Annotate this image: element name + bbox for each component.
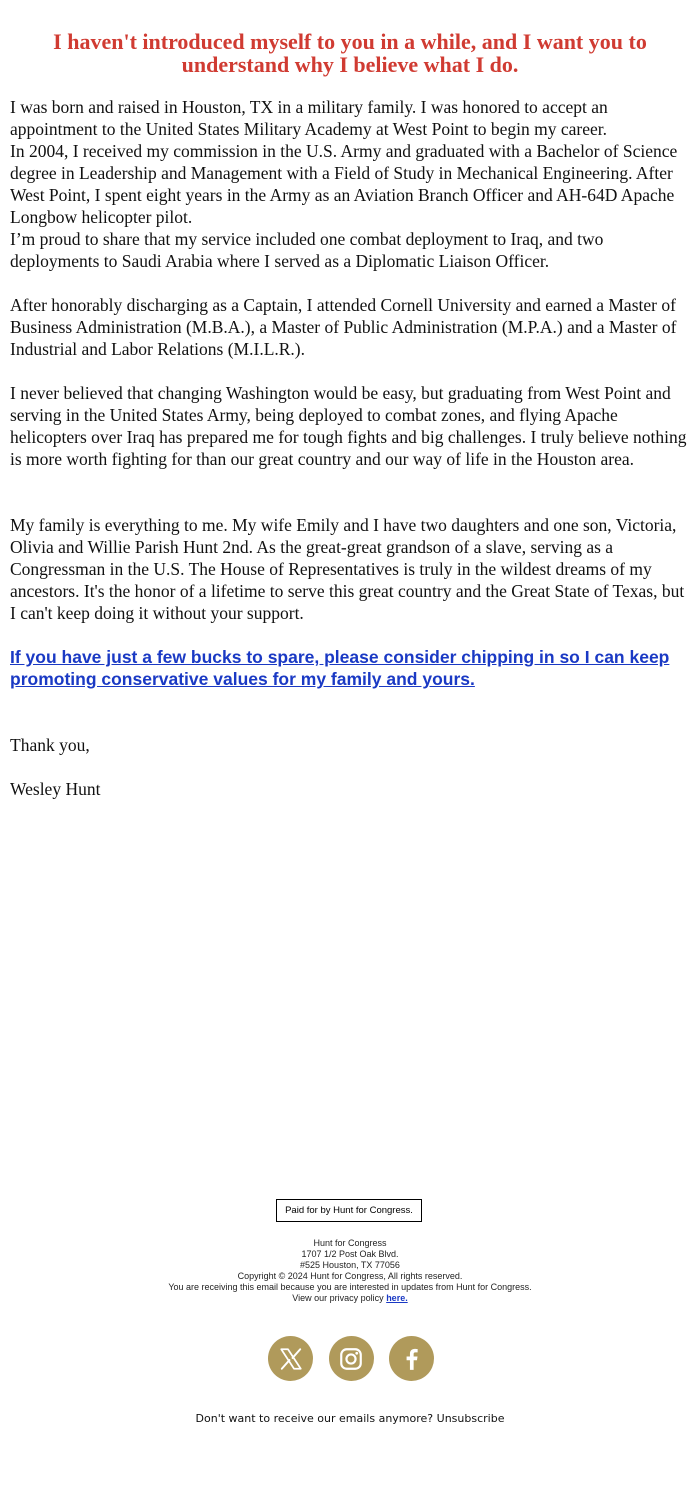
paid-for-text: Paid for by Hunt for Congress. — [285, 1205, 413, 1216]
footer-receiving-notice: You are receiving this email because you are interested in updates from Hunt for Congress. — [168, 1282, 532, 1292]
instagram-icon[interactable] — [329, 1336, 374, 1381]
footer-copyright: Copyright © 2024 Hunt for Congress, All rights reserved. — [237, 1271, 463, 1281]
paragraph-background — [10, 96, 692, 272]
footer-info — [0, 1238, 700, 1304]
signature: Wesley Hunt — [10, 779, 101, 799]
unsubscribe-line — [0, 1412, 700, 1425]
footer-address-line2: #525 Houston, TX 77056 — [300, 1260, 400, 1270]
paid-for-disclaimer — [276, 1199, 422, 1222]
facebook-icon[interactable] — [389, 1336, 434, 1381]
privacy-policy-link[interactable]: here. — [386, 1293, 408, 1303]
unsubscribe-link[interactable]: Unsubscribe — [436, 1412, 505, 1425]
paragraph-line-commission: In 2004, I received my commission in the U.S. Army and graduated with a Bachelor of Science degree in Leadership and Management with a Field of Study in Mechanical Engineering. After West Point, I spent eight years in the Army as an Aviation Branch Officer and AH-64D Apache Longbow helicopter pilot. — [10, 141, 678, 227]
paragraph-line-upbringing: I was born and raised in Houston, TX in a military family. I was honored to accept an appointment to the United States Military Academy at West Point to begin my career. — [10, 97, 608, 139]
closing-text: Thank you, — [10, 735, 90, 755]
footer-org-name: Hunt for Congress — [313, 1238, 387, 1248]
paragraph-line-service: I’m proud to share that my service included one combat deployment to Iraq, and two deployments to Saudi Arabia where I served as a Diplomatic Liaison Officer. — [10, 229, 604, 271]
donate-link[interactable]: If you have just a few bucks to spare, please consider chipping in so I can keep promoting conservative values for my family and yours. — [10, 647, 670, 689]
unsubscribe-prefix: Don't want to receive our emails anymore? — [195, 1412, 434, 1425]
privacy-prefix: View our privacy policy — [292, 1293, 384, 1303]
page-title: I haven't introduced myself to you in a while, and I want you to understand why I believe what I do. — [53, 29, 647, 77]
social-links — [268, 1336, 434, 1382]
footer-address-line1: 1707 1/2 Post Oak Blvd. — [301, 1249, 399, 1259]
paragraph-washington: I never believed that changing Washington would be easy, but graduating from West Point and serving in the United States Army, being deployed to combat zones, and flying Apache helicopters over Iraq has prepared me for tough fights and big challenges. I truly believe nothing is more worth fighting for than our great country and our way of life in the Houston area. — [10, 383, 687, 469]
x-icon[interactable] — [268, 1336, 313, 1381]
paragraph-family: My family is everything to me. My wife Emily and I have two daughters and one son, Victoria, Olivia and Willie Parish Hunt 2nd. As the great-great grandson of a slave, serving as a Congressman in the U.S. The House of Representatives is truly in the wildest dreams of my ancestors. It's the honor of a lifetime to serve this great country and the Great State of Texas, but I can't keep doing it without your support. — [10, 515, 685, 623]
footer-privacy — [0, 1293, 700, 1304]
paragraph-education: After honorably discharging as a Captain, I attended Cornell University and earned a Master of Business Administration (M.B.A.), a Master of Public Administration (M.P.A.) and a Master of Industrial and Labor Relations (M.I.L.R.). — [10, 295, 677, 359]
